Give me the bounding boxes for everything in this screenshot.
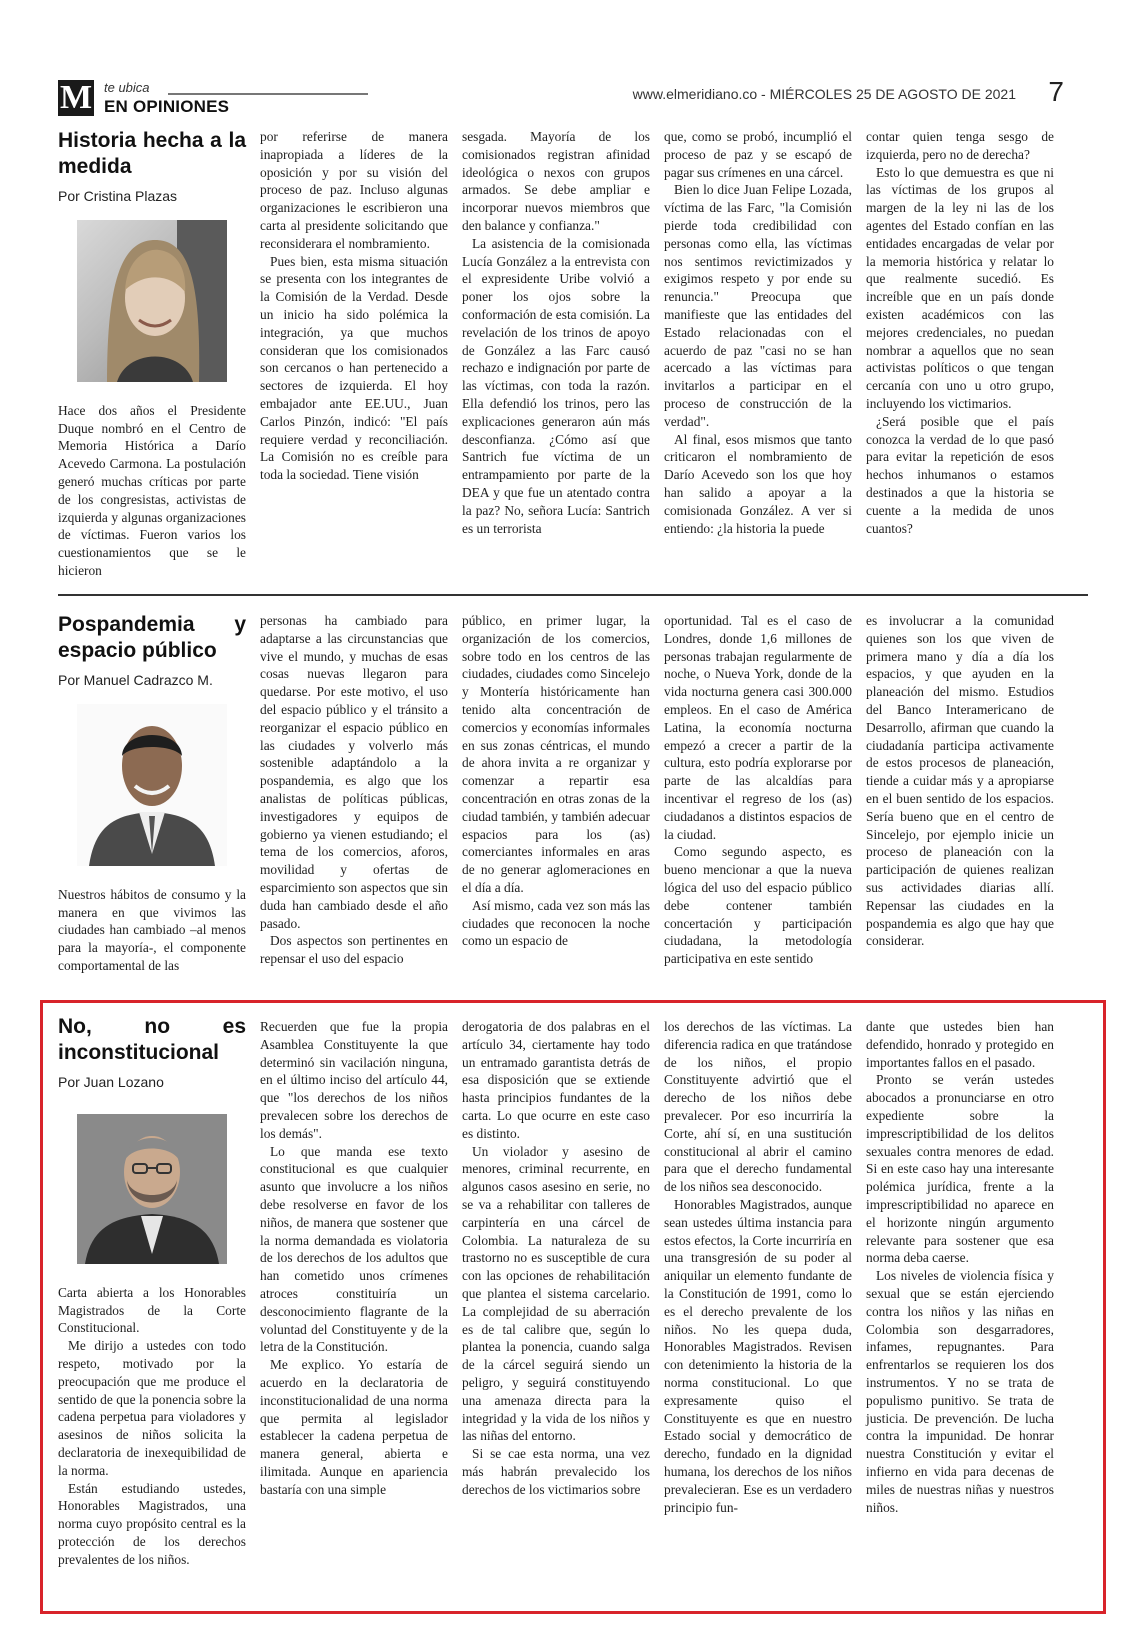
article-column — [462, 1018, 650, 1548]
article-paragraph: personas ha cambiado para adaptarse a las circunstancias que vive el mundo, y muchas de esas cosas nuevas llegaron para quedarse. Por este motivo, el uso del espacio público y el tránsito a reorganizar el espacio público en las ciudades y volverlo más sostenible adaptándolo a la pospandemia, es algo que los analistas de políticas públicas, investigadores y equipos de gobierno ya vienen estudiando; el tema de los comercios, aforos, movilidad y ofertas de esparcimiento son aspectos que sin duda han cambiado desde el año pasado. — [260, 613, 448, 931]
article-paragraph: por referirse de manera inapropiada a líderes de la oposición y por su visión del proceso de paz. Incluso algunas organizaciones le escribieron una carta al presidente solicitando que reconsiderara el nombramiento. — [260, 129, 448, 251]
article-headline: Historia hecha a la medida — [58, 129, 246, 178]
author-photo-bearded-man-icon — [77, 1114, 227, 1264]
article-column — [462, 128, 650, 584]
article-paragraph: Recuerden que fue la propia Asamblea Constituyente la que determinó sin vacilación ninguna, en el último inciso del artículo 44, que "los derechos de los niños prevalecen sobre los derechos de los demás". — [260, 1019, 448, 1141]
section-title: EN OPINIONES — [104, 97, 230, 116]
masthead — [58, 76, 1088, 120]
article-column — [260, 612, 448, 982]
article-paragraph: que, como se probó, incumplió el proceso de paz y se escapó de pagar sus crímenes en una cárcel. — [664, 129, 852, 180]
article-column — [260, 1018, 448, 1548]
article-paragraph: Los niveles de violencia física y sexual que se están ejerciendo contra los niños y las niñas en Colombia son desgarradores, infames, repugnantes. Para enfrentarlos se requieren los dos instrumentos. Y no se trata de populismo punitivo. Se trata de justicia. De prevención. De lucha contra la impunidad. De honrar nuestra Constitución y evitar el infierno en vida para decenas de miles de nuestras niñas y nuestros niños. — [866, 1268, 1054, 1515]
article-paragraph: Esto lo que demuestra es que ni las víctimas de los grupos al margen de la ley ni las de los agentes del Estado confían en las entidades encargadas de velar por la memoria histórica y relatar lo que realmente sucedió. Es increíble que en un país donde existen académicos con las mejores credenciales, no puedan nombrar a aquellos que no sean activistas políticos o que tengan cercanía con uno u otro grupo, incluyendo los victimarios. — [866, 164, 1054, 411]
article-no-inconstitucional — [58, 1015, 1088, 1567]
article-paragraph: Pues bien, esta misma situación se presenta con los integrantes de la Comisión de la Verdad. Desde un inicio ha sido polémica la integración, ya que muchos consideran que los comisionados son cercanos o han pertenecido a sectores de izquierda. El hoy embajador ante EE.UU., Juan Carlos Pinzón, indicó: "El país requiere verdad y reconciliación. La Comisión no es creíble para toda la sociedad. Tiene visión — [260, 253, 448, 483]
article-column — [58, 128, 246, 584]
author-photo-woman-icon — [77, 220, 227, 382]
article-column — [664, 612, 852, 982]
article-paragraph: Nuestros hábitos de consumo y la manera en que vivimos las ciudades han cambiado –al menos para la mayoría-, el componente comportamental de las — [58, 886, 246, 973]
article-paragraph: Carta abierta a los Honorables Magistrados de la Corte Constitucional. — [58, 1284, 246, 1336]
article-byline: Por Manuel Cadrazco M. — [58, 672, 213, 688]
article-paragraph: Al final, esos mismos que tanto criticaron el nombramiento de Darío Acevedo son los que hoy han salido a apoyar a la comisionada González. A ver si entiendo: ¿la historia la puede — [664, 431, 852, 536]
article-byline: Por Juan Lozano — [58, 1074, 164, 1090]
author-photo-man-icon — [77, 704, 227, 866]
article-column — [866, 612, 1054, 982]
article-paragraph: Así mismo, cada vez son más las ciudades que reconocen la noche como un espacio de — [462, 897, 650, 949]
article-pospandemia — [58, 612, 1088, 982]
author-photo — [77, 704, 227, 866]
article-paragraph: Me explico. Yo estaría de acuerdo en la declaratoria de inconstitucionalidad de una norma que permita al legislador establecer la cadena perpetua de manera general, abierta e ilimitada. Aunque en apariencia bastaría con una simple — [260, 1357, 448, 1497]
tagline-rule — [168, 93, 368, 95]
author-photo — [77, 220, 227, 382]
article-paragraph: es involucrar a la comunidad quienes son los que viven de primera mano y día a día los espacios, y que ayuden en la planeación del mismo. Estudios del Banco Interamericano de Desarrollo, afirman que cuando la ciudadanía participa activamente de estos procesos de planeación, tiende a cuidar más y a apropiarse en el buen sentido de los espacios. Sería bueno que en el centro de Sincelejo, por ejemplo inicie un proceso de planeación con la participación de quienes realizan sus actividades diarias allí. Repensar las ciudades en la pospandemia es algo que hay que considerar. — [866, 613, 1054, 949]
author-photo — [77, 1114, 227, 1264]
page-number: 7 — [1048, 76, 1064, 107]
article-paragraph: Como segundo aspecto, es bueno mencionar a que la nueva lógica del uso del espacio público debe contener también concertación y participación ciudadana, la metodología participativa en este sentido — [664, 844, 852, 967]
article-column — [866, 128, 1054, 584]
article-paragraph: Un violador y asesino de menores, criminal recurrente, en algunos casos asesino en serie, no se va a rehabilitar con talleres de carpintería en una cárcel de Colombia. La naturaleza de su trastorno no es susceptible de cura con las opciones de rehabilitación que plantea el sistema carcelario. La complejidad de su aberración es de tal calibre que, según lo plantea la ponencia, cuando salga de la cárcel seguirá siendo un peligro, y seguirá constituyendo una amenaza directa para la integridad y la vida de los niños y las niñas del entorno. — [462, 1143, 650, 1444]
article-paragraph: oportunidad. Tal es el caso de Londres, donde 1,6 millones de personas trabajan regularmente de noche, o Nueva York, donde de la vida nocturna genera casi 300.000 empleos. En el caso de América Latina, la economía nocturna empezó a crecer a partir de la cultura, esto podría explorarse por parte de las alcaldías para incentivar el regreso de los (as) ciudadanos a distintos espacios de la ciudad. — [664, 613, 852, 842]
article-column — [260, 128, 448, 584]
article-paragraph: Me dirijo a ustedes con todo respeto, motivado por la preocupación que me produce el sentido de que la ponencia sobre la cadena perpetua para violadores y asesinos de niños solicita la declaratoria de inexequibilidad de la norma. — [58, 1338, 246, 1478]
tagline: te ubica — [104, 80, 150, 95]
article-paragraph: Están estudiando ustedes, Honorables Magistrados, una norma cuyo propósito central es la protección de los derechos prevalentes de los niños. — [58, 1480, 246, 1567]
article-paragraph: dante que ustedes bien han defendido, honrado y protegido en importantes fallos en el pasado. — [866, 1019, 1054, 1070]
article-headline: No, no es inconstitucional — [58, 1015, 246, 1064]
article-paragraph: ¿Será posible que el país conozca la verdad de lo que pasó para evitar la repetición de esos hechos inhumanos o estamos destinados a que la historia se cuente a la medida de unos cuantos? — [866, 413, 1054, 536]
newspaper-logo: M — [59, 79, 93, 116]
dateline: www.elmeridiano.co - MIÉRCOLES 25 DE AGOSTO DE 2021 — [632, 86, 1016, 102]
article-column — [866, 1018, 1054, 1548]
article-paragraph: Bien lo dice Juan Felipe Lozada, víctima de las Farc, "la Comisión pierde toda credibilidad con personas como ella, las víctimas nos sentimos revictimizados y exigimos respeto y por ende su renuncia." Preocupa que manifieste que las entidades del Estado relacionadas con el acuerdo de paz "casi no se han acercado a las víctimas para invitarlos a participar en el proceso de construcción de la verdad". — [664, 182, 852, 429]
article-column — [664, 128, 852, 584]
article-column — [58, 1015, 246, 1567]
article-paragraph: Honorables Magistrados, aunque sean ustedes última instancia para estos efectos, la Corte incurriría en una transgresión de su poder al aniquilar un elemento fundante de la Constitución de 1991, como lo es el derecho prevalente de los niños. No les quepa duda, Honorables Magistrados. Revisen con detenimiento la historia de la norma constitucional. Lo que expresamente quiso el Constituyente es que en nuestro Estado social y democrático de derecho, fundado en la dignidad humana, los derechos de los niños prevalecieran. Ese es un verdadero principio fun- — [664, 1196, 852, 1515]
article-column — [664, 1018, 852, 1548]
article-column — [58, 612, 246, 982]
article-headline: Pospandemia y espacio público — [58, 613, 246, 662]
article-historia — [58, 128, 1088, 584]
article-column — [462, 612, 650, 982]
article-paragraph: Dos aspectos son pertinentes en repensar el uso del espacio — [260, 933, 448, 967]
article-paragraph: público, en primer lugar, la organización de los comercios, sobre todo en los centros de las ciudades, ciudades como Sincelejo y Montería históricamente han tenido alta concentración de comercios y economías informales en sus zonas céntricas, el mundo de ahora invita a re organizar y comenzar a repartir esa concentración en otras zonas de la ciudad también, y también adecuar espacios para los (as) comerciantes informales en aras de no generar aglomeraciones en el día a día. — [462, 613, 650, 895]
article-paragraph: Hace dos años el Presidente Duque nombró en el Centro de Memoria Histórica a Darío Acevedo Carmona. La postulación generó muchas críticas por parte de los congresistas, activistas de izquierda y algunas organizaciones de víctimas. Fueron varios los cuestionamientos que se le hicieron — [58, 402, 246, 578]
article-paragraph: Si se cae esta norma, una vez más habrán prevalecido los derechos de los victimarios sobre — [462, 1446, 650, 1497]
article-paragraph: derogatoria de dos palabras en el artículo 34, ciertamente hay todo un entramado garantista detrás de esa disposición que se extiende hasta principios fundantes de la carta. Lo que ocurre en este caso es distinto. — [462, 1019, 650, 1141]
article-byline: Por Cristina Plazas — [58, 188, 178, 204]
article-paragraph: Pronto se verán ustedes abocados a pronunciarse en otro expediente sobre la imprescriptibilidad de los delitos sexuales contra menores de edad. Si en este caso hay una interesante polémica jurídica, frente a la imprescriptibilidad no aparece en el horizonte ningún argumento relevante para sostener que esa norma deba caerse. — [866, 1072, 1054, 1266]
article-paragraph: sesgada. Mayoría de los comisionados registran afinidad ideológica o nexos con grupos armados. Se debe ampliar e incorporar nuevos miembros que den balance y confianza." — [462, 129, 650, 233]
article-paragraph: La asistencia de la comisionada Lucía González a la entrevista con el expresidente Uribe volvió a poner los ojos sobre la conformación de esta comisión. La revelación de los trinos de apoyo de González a las Farc causó rechazo e indignación por parte de las víctimas, con toda la razón. Ella defendió los trinos, pero las explicaciones generaron aún más desconfianza. ¿Cómo así que Santrich fue víctima de un entrampamiento por parte de la DEA y que fue un atentado contra la paz? No, señora Lucía: Santrich es un terrorista — [462, 235, 650, 536]
article-paragraph: los derechos de las víctimas. La diferencia radica en que tratándose de los niños, el propio Constituyente advirtió que el derecho de los niños debe prevalecer. Por eso incurriría la Corte, ahí sí, en una sustitución constitucional al abrir el camino para que el derecho fundamental de los niños sea desconocido. — [664, 1019, 852, 1195]
section-divider — [58, 594, 1088, 596]
article-paragraph: contar quien tenga sesgo de izquierda, pero no de derecha? — [866, 129, 1054, 162]
article-paragraph: Lo que manda ese texto constitucional es que cualquier asunto que involucre a los niños debe resolverse en favor de los niños, de manera que sostener que la norma demandada es violatoria de los derechos de los adultos que han cometido unos crímenes atroces constituiría un desconocimiento flagrante de la voluntad del Constituyente y de la letra de la Constitución. — [260, 1143, 448, 1355]
